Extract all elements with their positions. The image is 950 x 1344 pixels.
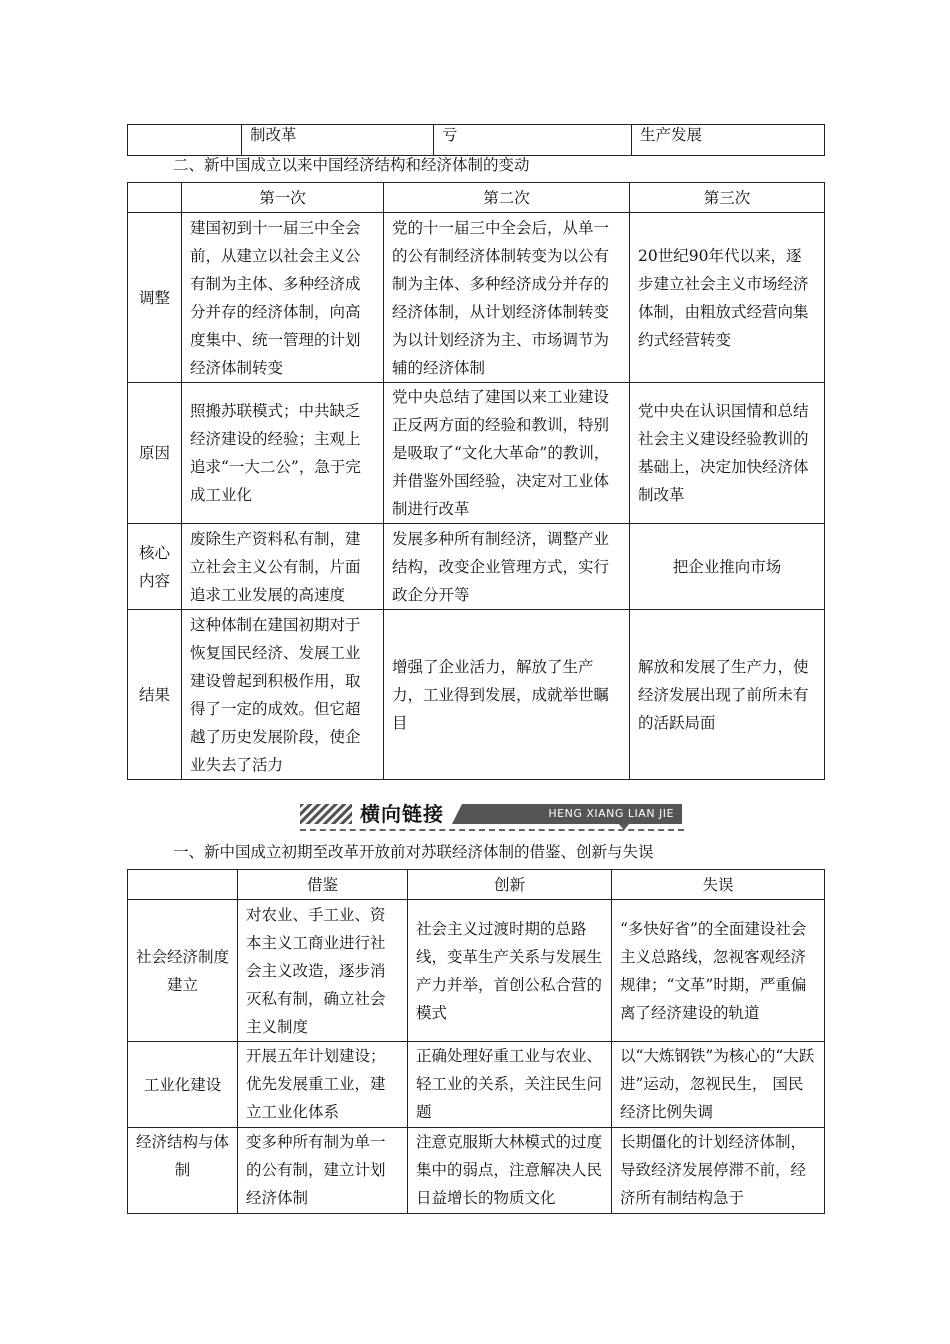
row-label: 工业化建设 (128, 1042, 238, 1128)
table-row (128, 1128, 825, 1214)
header-cell: 第二次 (384, 183, 630, 213)
table-cell: 长期僵化的计划经济体制，导致经济发展停滞不前，经济所有制结构急于 (612, 1128, 825, 1214)
header-cell: 第三次 (630, 183, 825, 213)
table-cell: 把企业推向市场 (630, 524, 825, 610)
soviet-model-table (127, 869, 825, 1214)
table-cell: 注意克服斯大林模式的过度集中的弱点，注意解决人民日益增长的物质文化 (408, 1128, 612, 1214)
header-cell (128, 870, 238, 900)
table-row (128, 213, 825, 383)
header-cell: 第一次 (182, 183, 384, 213)
row-label: 核心内容 (128, 524, 182, 610)
table-cell: 对农业、手工业、资本主义工商业进行社会主义改造，逐步消灭私有制，确立社会主义制度 (238, 900, 408, 1042)
arrow-down-icon (618, 823, 630, 830)
table-cell: 解放和发展了生产力，使经济发展出现了前所未有的活跃局面 (630, 610, 825, 780)
banner-subtitle: HENG XIANG LIAN JIE (548, 807, 674, 820)
table-cell: 增强了企业活力，解放了生产力，工业得到发展，成就举世瞩目 (384, 610, 630, 780)
section-banner (300, 801, 684, 833)
header-cell: 创新 (408, 870, 612, 900)
table-header-row (128, 870, 825, 900)
table-row (128, 1042, 825, 1128)
stripe-decoration (300, 804, 352, 824)
table-row (128, 610, 825, 780)
header-cell: 借鉴 (238, 870, 408, 900)
table-cell (128, 125, 242, 156)
economic-structure-table (127, 182, 825, 780)
header-cell (128, 183, 182, 213)
table-cell: 建国初到十一届三中全会前，从建立以社会主义公有制为主体、多种经济成分并存的经济体制，向高度集中、统一管理的计划经济体制转变 (182, 213, 384, 383)
row-label: 经济结构与体制 (128, 1128, 238, 1214)
table-cell: 废除生产资料私有制，建立社会主义公有制，片面追求工业发展的高速度 (182, 524, 384, 610)
table-row (128, 524, 825, 610)
table-cell: 变多种所有制为单一的公有制，建立计划经济体制 (238, 1128, 408, 1214)
table-header-row (128, 183, 825, 213)
table-cell: “多快好省”的全面建设社会主义总路线，忽视客观经济规律；“文革”时期，严重偏离了经济建设的轨道 (612, 900, 825, 1042)
table-cell: 党中央在认识国情和总结社会主义建设经验教训的基础上，决定加快经济体制改革 (630, 383, 825, 524)
table-cell: 这种体制在建国初期对于恢复国民经济、发展工业建设曾起到积极作用，取得了一定的成效。但它超越了历史发展阶段，使企业失去了活力 (182, 610, 384, 780)
table-cell: 党中央总结了建国以来工业建设正反两方面的经验和教训，特别是吸取了“文化大革命”的教训，并借鉴外国经验，决定对工业体制进行改革 (384, 383, 630, 524)
table-cell: 开展五年计划建设；优先发展重工业，建立工业化体系 (238, 1042, 408, 1128)
table-row (128, 900, 825, 1042)
table-cell: 正确处理好重工业与农业、轻工业的关系，关注民生问题 (408, 1042, 612, 1128)
table-row (128, 383, 825, 524)
table-cell: 以“大炼钢铁”为核心的“大跃进”运动，忽视民生， 国民经济比例失调 (612, 1042, 825, 1128)
row-label: 社会经济制度建立 (128, 900, 238, 1042)
table-cell: 生产发展 (632, 125, 825, 156)
table-row (128, 125, 825, 156)
continued-table (127, 124, 825, 156)
section-heading-2: 二、新中国成立以来中国经济结构和经济体制的变动 (173, 156, 530, 174)
table-cell: 亏 (434, 125, 632, 156)
table-cell: 社会主义过渡时期的总路线，变革生产关系与发展生产力并举，首创公私合营的模式 (408, 900, 612, 1042)
table-cell: 发展多种所有制经济，调整产业结构，改变企业管理方式，实行政企分开等 (384, 524, 630, 610)
section-heading-1: 一、新中国成立初期至改革开放前对苏联经济体制的借鉴、创新与失误 (173, 843, 654, 861)
row-label: 调整 (128, 213, 182, 383)
header-cell: 失误 (612, 870, 825, 900)
table-cell: 制改革 (242, 125, 434, 156)
banner-title: 横向链接 (352, 801, 452, 827)
row-label: 结果 (128, 610, 182, 780)
table-cell: 党的十一届三中全会后，从单一的公有制经济体制转变为以公有制为主体、多种经济成分并存的经济体制，从计划经济体制转变为以计划经济为主、市场调节为辅的经济体制 (384, 213, 630, 383)
table-cell: 照搬苏联模式；中共缺乏经济建设的经验；主观上追求“一大二公”，急于完成工业化 (182, 383, 384, 524)
row-label: 原因 (128, 383, 182, 524)
table-cell: 20世纪90年代以来，逐步建立社会主义市场经济体制，由粗放式经营向集约式经营转变 (630, 213, 825, 383)
